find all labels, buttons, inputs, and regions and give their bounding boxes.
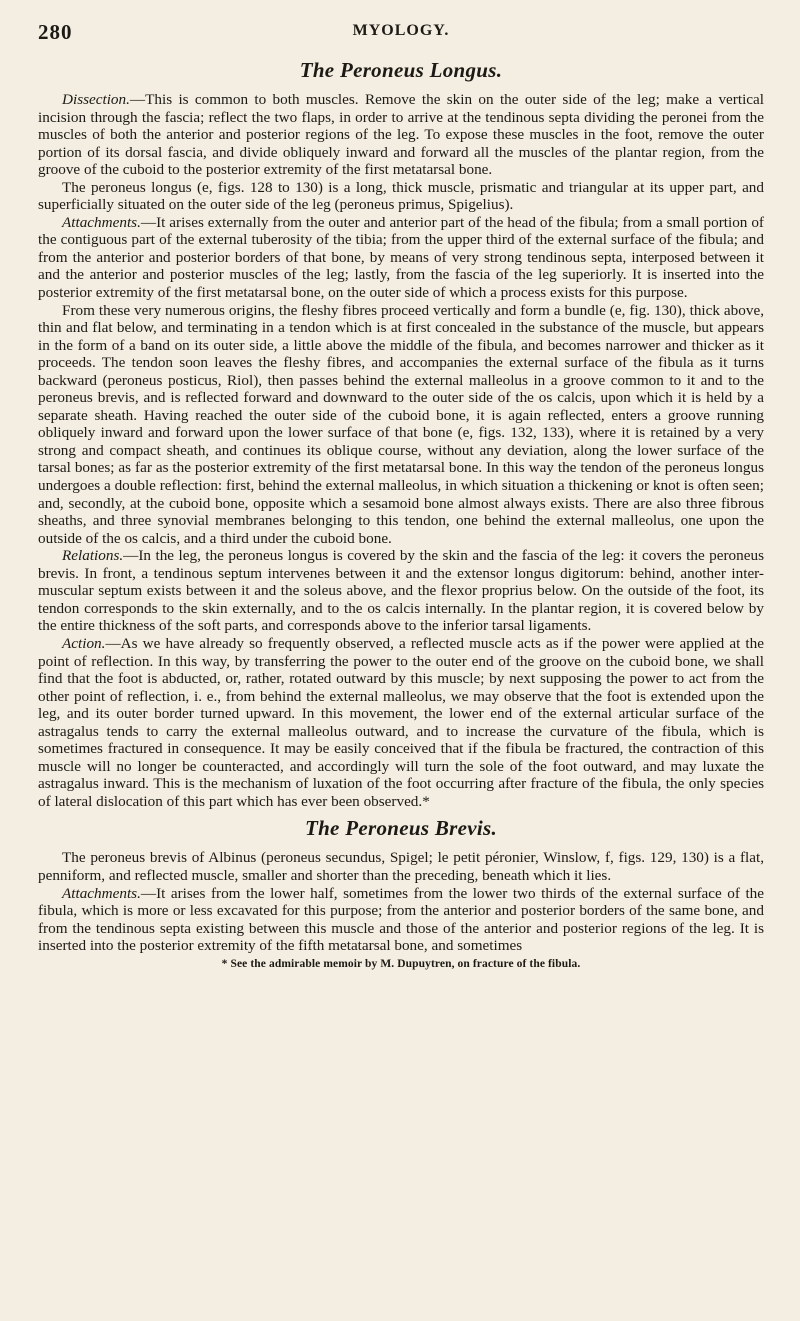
paragraph-text: —It arises from the lower half, sometimes from the lower two thirds of the external surface of the fibula, which is more or less excavated for this purpose; from the anterior and posterior borders of the same bone, and from the tendinous septa existing between this muscle and those of the anterior and posterior regions of the leg. It is inserted into the posterior extremity of the fifth metatarsal bone, and sometimes [38, 884, 764, 955]
section-title: The Peroneus Longus. [299, 58, 503, 82]
paragraph-attachments [38, 214, 764, 302]
paragraph-description [38, 849, 764, 884]
footnote-text: See the admirable memoir by M. Dupuytren, on fracture of the fibula. [230, 957, 581, 970]
paragraph-label: Attachments. [62, 213, 141, 231]
paragraph-relations [38, 547, 764, 635]
paragraph-label: Action. [62, 634, 106, 652]
paragraph-label: Dissection. [62, 91, 130, 108]
paragraph-text: —As we have already so frequently observed, a reflected muscle acts as if the power were applied at the point of reflection. In this way, by transferring the power to the outer end of the groove on the cuboid bone, we shall find that the foot is abducted, or, rather, rotated outward by this muscle; by next supposing the power to act from the other point of reflection, i. e., from behind the external malleolus, we may observe that the foot is extended upon the leg, and its outer border turned upward. In this movement, the lower end of the external articular surface of the astragalus tends to carry the external malleolus outward, and to increase the curvature of the fibula, which is sometimes fractured in consequence. It may be easily conceived that if the fibula be fractured, the contraction of this muscle will no longer be counteracted, and accordingly will turn the sole of the foot outward, and may luxate the astragalus inward. This is the mechanism of luxation of the foot occurring after fracture of the fibula, the only species of lateral dislocation of this part which has ever been observed.* [38, 634, 764, 810]
paragraph-description [38, 179, 764, 214]
paragraph-text: —This is common to both muscles. Remove the skin on the outer side of the leg; make a vertical incision through the fascia; reflect the two flaps, in order to arrive at the tendinous septa dividing the peronei from the muscles of both the anterior and posterior regions of the leg. To expose these muscles in the foot, remove the outer portion of its dorsal fascia, and divide obliquely inward and forward all the muscles of the plantar region, from the groove of the cuboid to the posterior extremity of the first metatarsal bone. [38, 91, 764, 179]
paragraph-label: Attachments. [62, 884, 141, 902]
paragraph-text: The peroneus longus (e, figs. 128 to 130) is a long, thick muscle, prismatic and triangular at its upper part, and superficially situated on the outer side of the leg (peroneus primus, Spigelius). [38, 178, 764, 214]
paragraph-text: —In the leg, the peroneus longus is covered by the skin and the fascia of the leg: it covers the peroneus brevis. In front, a tendinous septum intervenes between it and the extensor longus digitorum: behind, another inter-muscular septum exists between it and the soleus above, and the flexor proprius below. On the outside of the foot, its tendon corresponds to the skin externally, and to the os calcis internally. In the plantar region, it is covered below by the entire thickness of the soft parts, and corresponds above to the inferior tarsal ligaments. [38, 547, 764, 635]
section-peroneus-brevis [38, 816, 764, 954]
paragraph-text: The peroneus brevis of Albinus (peroneus secundus, Spigel; le petit péronier, Winslow, f, figs. 129, 130) is a flat, penniform, and reflected muscle, smaller and shorter than the preceding, beneath which it lies. [38, 849, 764, 884]
paragraph-label: Relations. [62, 547, 124, 565]
paragraph-text: From these very numerous origins, the fleshy fibres proceed vertically and form a bundle (e, fig. 130), thick above, thin and flat below, and terminating in a tendon which is at first concealed in the substance of the muscle, but appears in the form of a band on its outer side, a little above the middle of the fibula, and becomes narrower and thicker as it proceeds. The tendon soon leaves the fleshy fibres, and accompanies the external surface of the fibula as it turns backward (peroneus posticus, Riol), then passes behind the external malleolus in a groove common to it and to the peroneus brevis, and is reflected forward and downward to the outer side of the os calcis, upon which it is held by a separate sheath. Having reached the outer side of the cuboid bone, it is again reflected, enters a groove running obliquely inward and forward upon the lower surface of that bone (e, figs. 132, 133), where it is retained by a very strong and compact sheath, and continues its oblique course, without any deviation, along the lower surface of the tarsal bones; as far as the posterior extremity of the first metatarsal bone. In this way the tendon of the peroneus longus undergoes a double reflection: first, behind the external malleolus, in which situation a thickening or knot is often seen; and, secondly, at the cuboid bone, opposite which a sesamoid bone almost always exists. There are also three fibrous sheaths, and three synovial membranes belonging to this tendon, one behind the external malleolus, one upon the outside of the os calcis, and a third under the cuboid bone. [38, 301, 764, 547]
section-peroneus-longus [38, 58, 764, 810]
paragraph-course [38, 302, 764, 548]
page-number: 280 [38, 20, 73, 44]
paragraph-action [38, 635, 764, 810]
paragraph-text: —It arises externally from the outer and anterior part of the head of the fibula; from a small portion of the contiguous part of the external tuberosity of the tibia; from the upper third of the external surface of the fibula; and from the anterior and posterior borders of that bone, by means of very strong tendinous septa, interposed between it and the anterior and posterior muscles of the leg; lastly, from the fascia of the leg superiorly. It is inserted into the posterior extremity of the first metatarsal bone, on the outer side of which a process exists for this purpose. [38, 213, 764, 302]
paragraph-dissection [38, 91, 764, 179]
footnote [38, 957, 764, 971]
paragraph-attachments [38, 885, 764, 955]
section-title: The Peroneus Brevis. [304, 816, 498, 841]
running-head: MYOLOGY. [352, 22, 450, 39]
footnote-mark: * [221, 957, 228, 970]
page-header [38, 20, 764, 46]
